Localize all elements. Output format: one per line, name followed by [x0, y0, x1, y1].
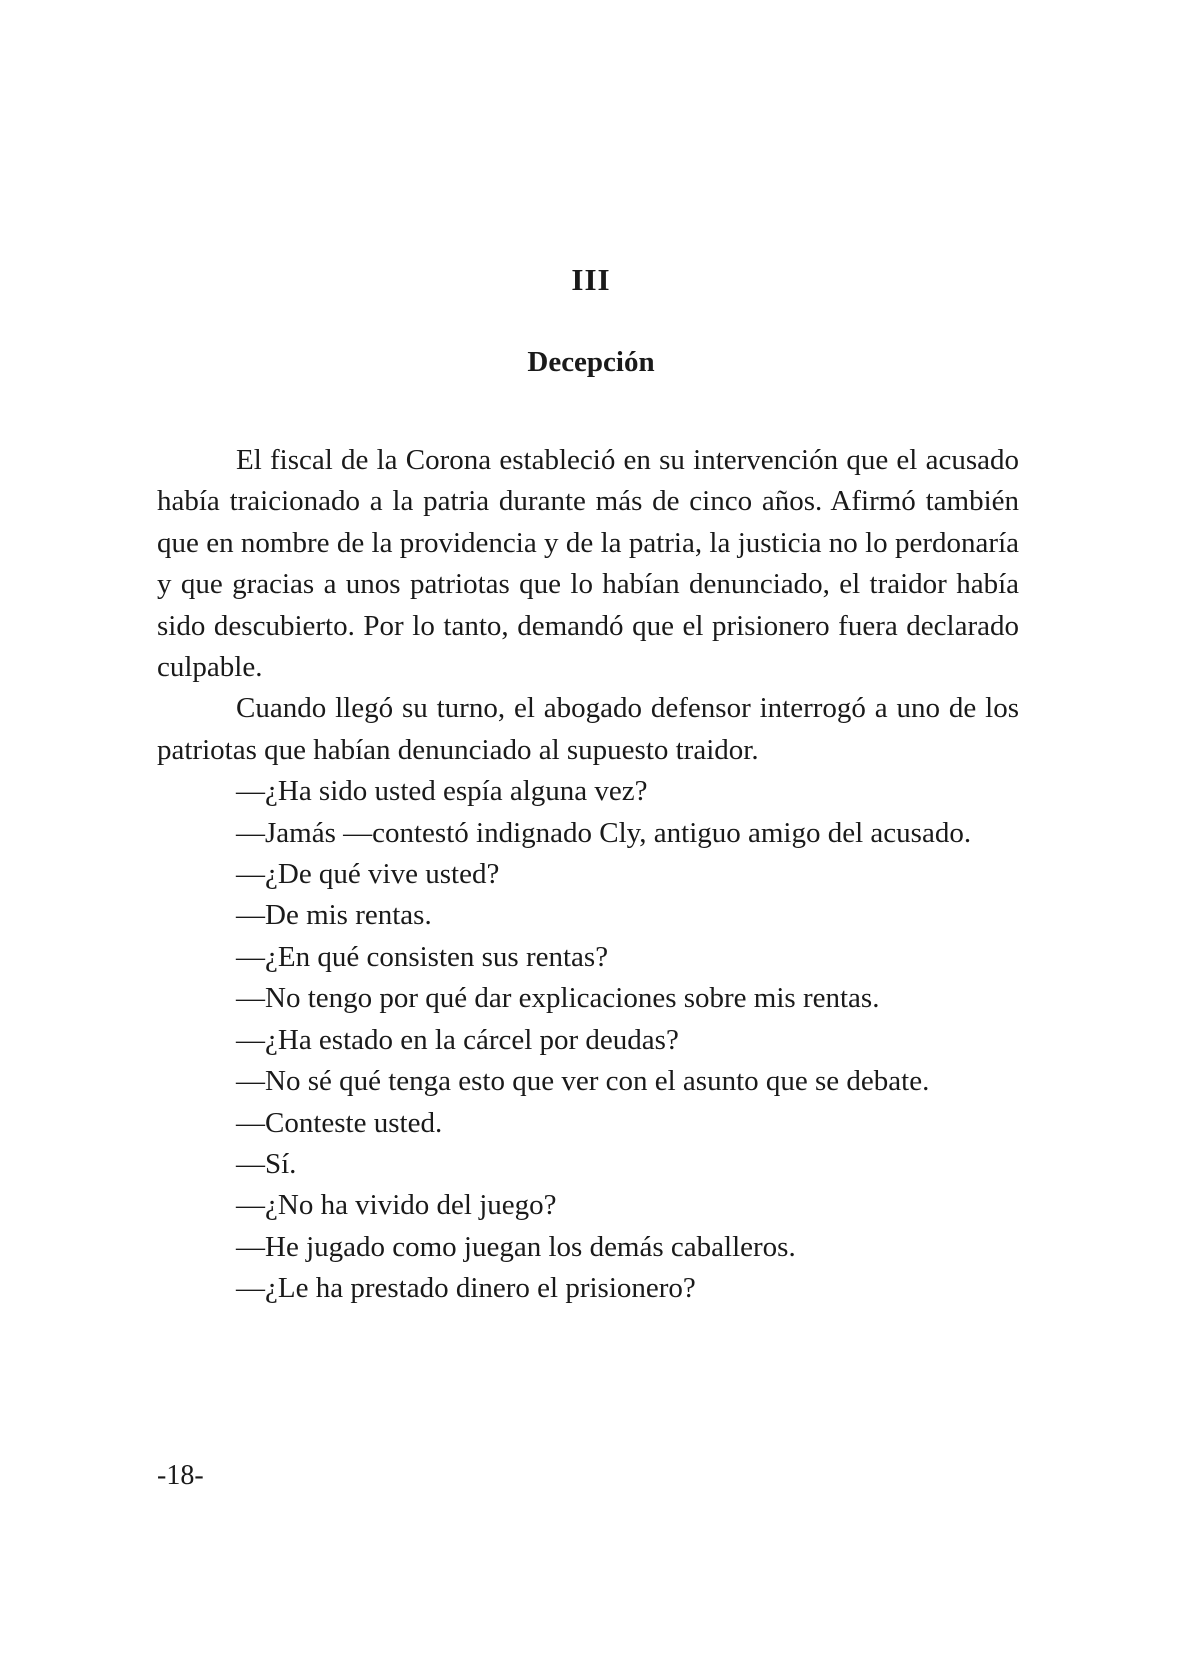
chapter-title: Decepción: [527, 346, 655, 378]
dialogue-line: —¿Ha estado en la cárcel por deudas?: [236, 1023, 679, 1056]
dialogue-line: —¿Le ha prestado dinero el prisionero?: [236, 1272, 696, 1305]
dialogue-line: —¿Ha sido usted espía alguna vez?: [236, 775, 648, 808]
chapter-body: [157, 440, 1019, 1310]
dialogue-line: —No tengo por qué dar explicaciones sobre mis rentas.: [236, 982, 880, 1015]
dialogue-line: —Sí.: [236, 1147, 297, 1180]
dialogue-line: —¿De qué vive usted?: [236, 858, 500, 891]
dialogue-line: —Jamás —contestó indignado Cly, antiguo amigo del acusado.: [236, 816, 972, 849]
dialogue-line: —Conteste usted.: [236, 1106, 443, 1139]
page-number: -18-: [157, 1460, 204, 1491]
dialogue-line: —¿En qué consisten sus rentas?: [236, 940, 609, 973]
dialogue-line: —De mis rentas.: [236, 899, 432, 932]
paragraph-1: El fiscal de la Corona estableció en su intervención que el acusado había traicionado a la patria durante más de cinco años. Afirmó también que en nombre de la providencia y de la patria, la justicia no lo perdonaría y que gracias a unos patriotas que lo habían denunciado, el traidor había sido descubierto. Por lo tanto, demandó que el prisionero fuera declarado culpable.: [157, 444, 1019, 684]
dialogue-line: —No sé qué tenga esto que ver con el asunto que se debate.: [236, 1065, 930, 1098]
dialogue-line: —He jugado como juegan los demás caballeros.: [236, 1230, 796, 1263]
chapter-number: III: [571, 262, 611, 297]
paragraph-2: Cuando llegó su turno, el abogado defensor interrogó a uno de los patriotas que habían denunciado al supuesto traidor.: [157, 692, 1019, 766]
dialogue-line: —¿No ha vivido del juego?: [236, 1189, 557, 1222]
